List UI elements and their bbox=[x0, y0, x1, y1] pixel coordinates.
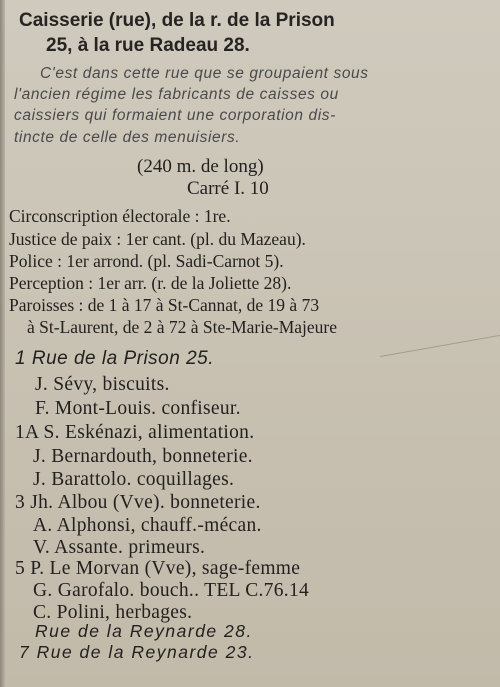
paper-crease bbox=[380, 334, 500, 372]
description-line: tincte de celle des menuisiers. bbox=[14, 129, 241, 146]
admin-line: Police : 1er arrond. (pl. Sadi-Carnot 5). bbox=[9, 251, 284, 271]
admin-line: Perception : 1er arr. (r. de la Joliette 28). bbox=[9, 273, 292, 293]
listing-line: F. Mont-Louis. confiseur. bbox=[35, 398, 241, 419]
admin-line: Justice de paix : 1er cant. (pl. du Mazeau). bbox=[9, 229, 306, 249]
description-line: caissiers qui formaient une corporation dis- bbox=[14, 107, 336, 124]
listing-line: J. Barattolo. coquillages. bbox=[33, 469, 235, 490]
listing-line: 1A S. Eskénazi, alimentation. bbox=[15, 422, 255, 443]
street-length: (240 m. de long) bbox=[137, 156, 264, 177]
admin-line: Circonscription électorale : 1re. bbox=[9, 206, 231, 226]
listing-line: Rue de la Reynarde 28. bbox=[35, 621, 253, 641]
entry-heading-line-1: Caisserie (rue), de la r. de la Prison bbox=[19, 10, 335, 31]
listing-line: G. Garofalo. bouch.. TEL C.76.14 bbox=[33, 580, 310, 601]
admin-line: Paroisses : de 1 à 17 à St-Cannat, de 19 à 73 bbox=[9, 295, 320, 315]
entry-heading-line-2: 25, à la rue Radeau 28. bbox=[46, 35, 250, 56]
listing-line: 5 P. Le Morvan (Vve), sage-femme bbox=[15, 558, 301, 579]
listing-line: C. Polini, herbages. bbox=[33, 602, 193, 623]
listing-line: V. Assante. primeurs. bbox=[33, 537, 206, 558]
listing-line: 3 Jh. Albou (Vve). bonneterie. bbox=[15, 492, 261, 513]
listing-line: 1 Rue de la Prison 25. bbox=[15, 348, 215, 369]
description-line: l'ancien régime les fabricants de caisses ou bbox=[14, 86, 339, 103]
page-fold-shadow bbox=[0, 0, 5, 687]
listing-line: J. Sévy, biscuits. bbox=[35, 374, 170, 395]
listing-line: J. Bernardouth, bonneterie. bbox=[33, 446, 253, 467]
listing-line: A. Alphonsi, chauff.-mécan. bbox=[33, 515, 262, 536]
listing-line: 7 Rue de la Reynarde 23. bbox=[19, 642, 255, 662]
admin-line: à St-Laurent, de 2 à 72 à Ste-Marie-Majeure bbox=[27, 317, 338, 337]
description-line: C'est dans cette rue que se groupaient sous bbox=[40, 65, 369, 82]
map-square: Carré I. 10 bbox=[187, 178, 269, 199]
